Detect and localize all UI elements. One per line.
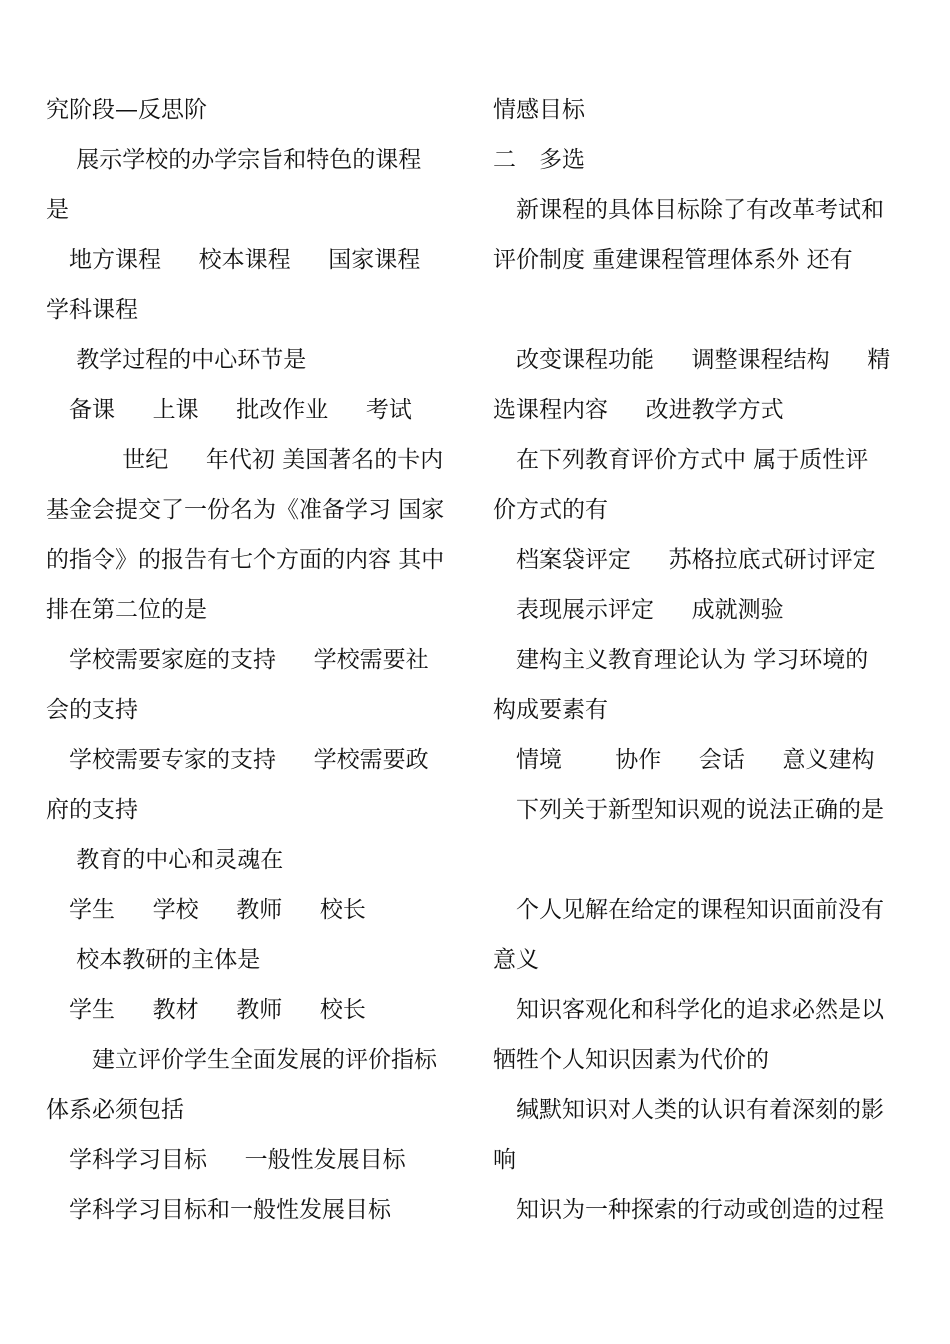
text-line: 牺牲个人知识因素为代价的: [493, 1047, 769, 1073]
text-line: 府的支持: [46, 797, 138, 823]
text-line: 缄默知识对人类的认识有着深刻的影: [493, 1097, 884, 1123]
text-line: 学科课程: [46, 297, 138, 323]
text-line: 排在第二位的是: [46, 597, 207, 623]
text-line: 响: [493, 1147, 516, 1173]
text-line: 情境 协作 会话 意义建构: [493, 747, 875, 773]
text-line: 究阶段—反思阶: [46, 97, 207, 123]
text-line: 知识为一种探索的行动或创造的过程: [493, 1197, 884, 1223]
text-line: 体系必须包括: [46, 1097, 184, 1123]
text-line: 意义: [493, 947, 539, 973]
text-line: 在下列教育评价方式中 属于质性评: [493, 447, 869, 473]
text-line: 学校需要专家的支持 学校需要政: [46, 747, 429, 773]
text-line: 评价制度 重建课程管理体系外 还有: [493, 247, 853, 273]
text-line: 教学过程的中心环节是: [46, 347, 307, 373]
text-line: 地方课程 校本课程 国家课程: [46, 247, 421, 273]
text-line: 知识客观化和科学化的追求必然是以: [493, 997, 884, 1023]
text-line: 选课程内容 改进教学方式: [493, 397, 784, 423]
text-line: 个人见解在给定的课程知识面前没有: [493, 897, 884, 923]
text-line: 会的支持: [46, 697, 138, 723]
text-line: 备课 上课 批改作业 考试: [46, 397, 412, 423]
text-line: 世纪 年代初 美国著名的卡内: [46, 447, 444, 473]
text-line: 学科学习目标 一般性发展目标: [46, 1147, 406, 1173]
text-line: 学科学习目标和一般性发展目标: [46, 1197, 391, 1223]
text-line: 学校需要家庭的支持 学校需要社: [46, 647, 429, 673]
text-line: 是: [46, 197, 69, 223]
text-line: 的指令》的报告有七个方面的内容 其中: [46, 547, 445, 573]
text-line: 校本教研的主体是: [46, 947, 261, 973]
text-line: 档案袋评定 苏格拉底式研讨评定: [493, 547, 876, 573]
left-column: [46, 85, 466, 1235]
text-line: 改变课程功能 调整课程结构 精: [493, 347, 891, 373]
text-line: 下列关于新型知识观的说法正确的是: [493, 797, 884, 823]
text-line: 新课程的具体目标除了有改革考试和: [493, 197, 884, 223]
text-line: 展示学校的办学宗旨和特色的课程: [46, 147, 422, 173]
text-line: 价方式的有: [493, 497, 608, 523]
text-line: 教育的中心和灵魂在: [46, 847, 284, 873]
text-line: 表现展示评定 成就测验: [493, 597, 784, 623]
right-column: [493, 85, 913, 1235]
text-line: 建构主义教育理论认为 学习环境的: [493, 647, 869, 673]
text-line: 二 多选: [493, 147, 585, 173]
text-line: 构成要素有: [493, 697, 608, 723]
text-line: [493, 285, 913, 335]
text-line: 学生 学校 教师 校长: [46, 897, 366, 923]
text-line: 建立评价学生全面发展的评价指标: [46, 1047, 437, 1073]
text-line: 情感目标: [493, 97, 585, 123]
text-line: 学生 教材 教师 校长: [46, 997, 366, 1023]
text-line: [493, 835, 913, 885]
text-line: 基金会提交了一份名为《准备学习 国家: [46, 497, 445, 523]
